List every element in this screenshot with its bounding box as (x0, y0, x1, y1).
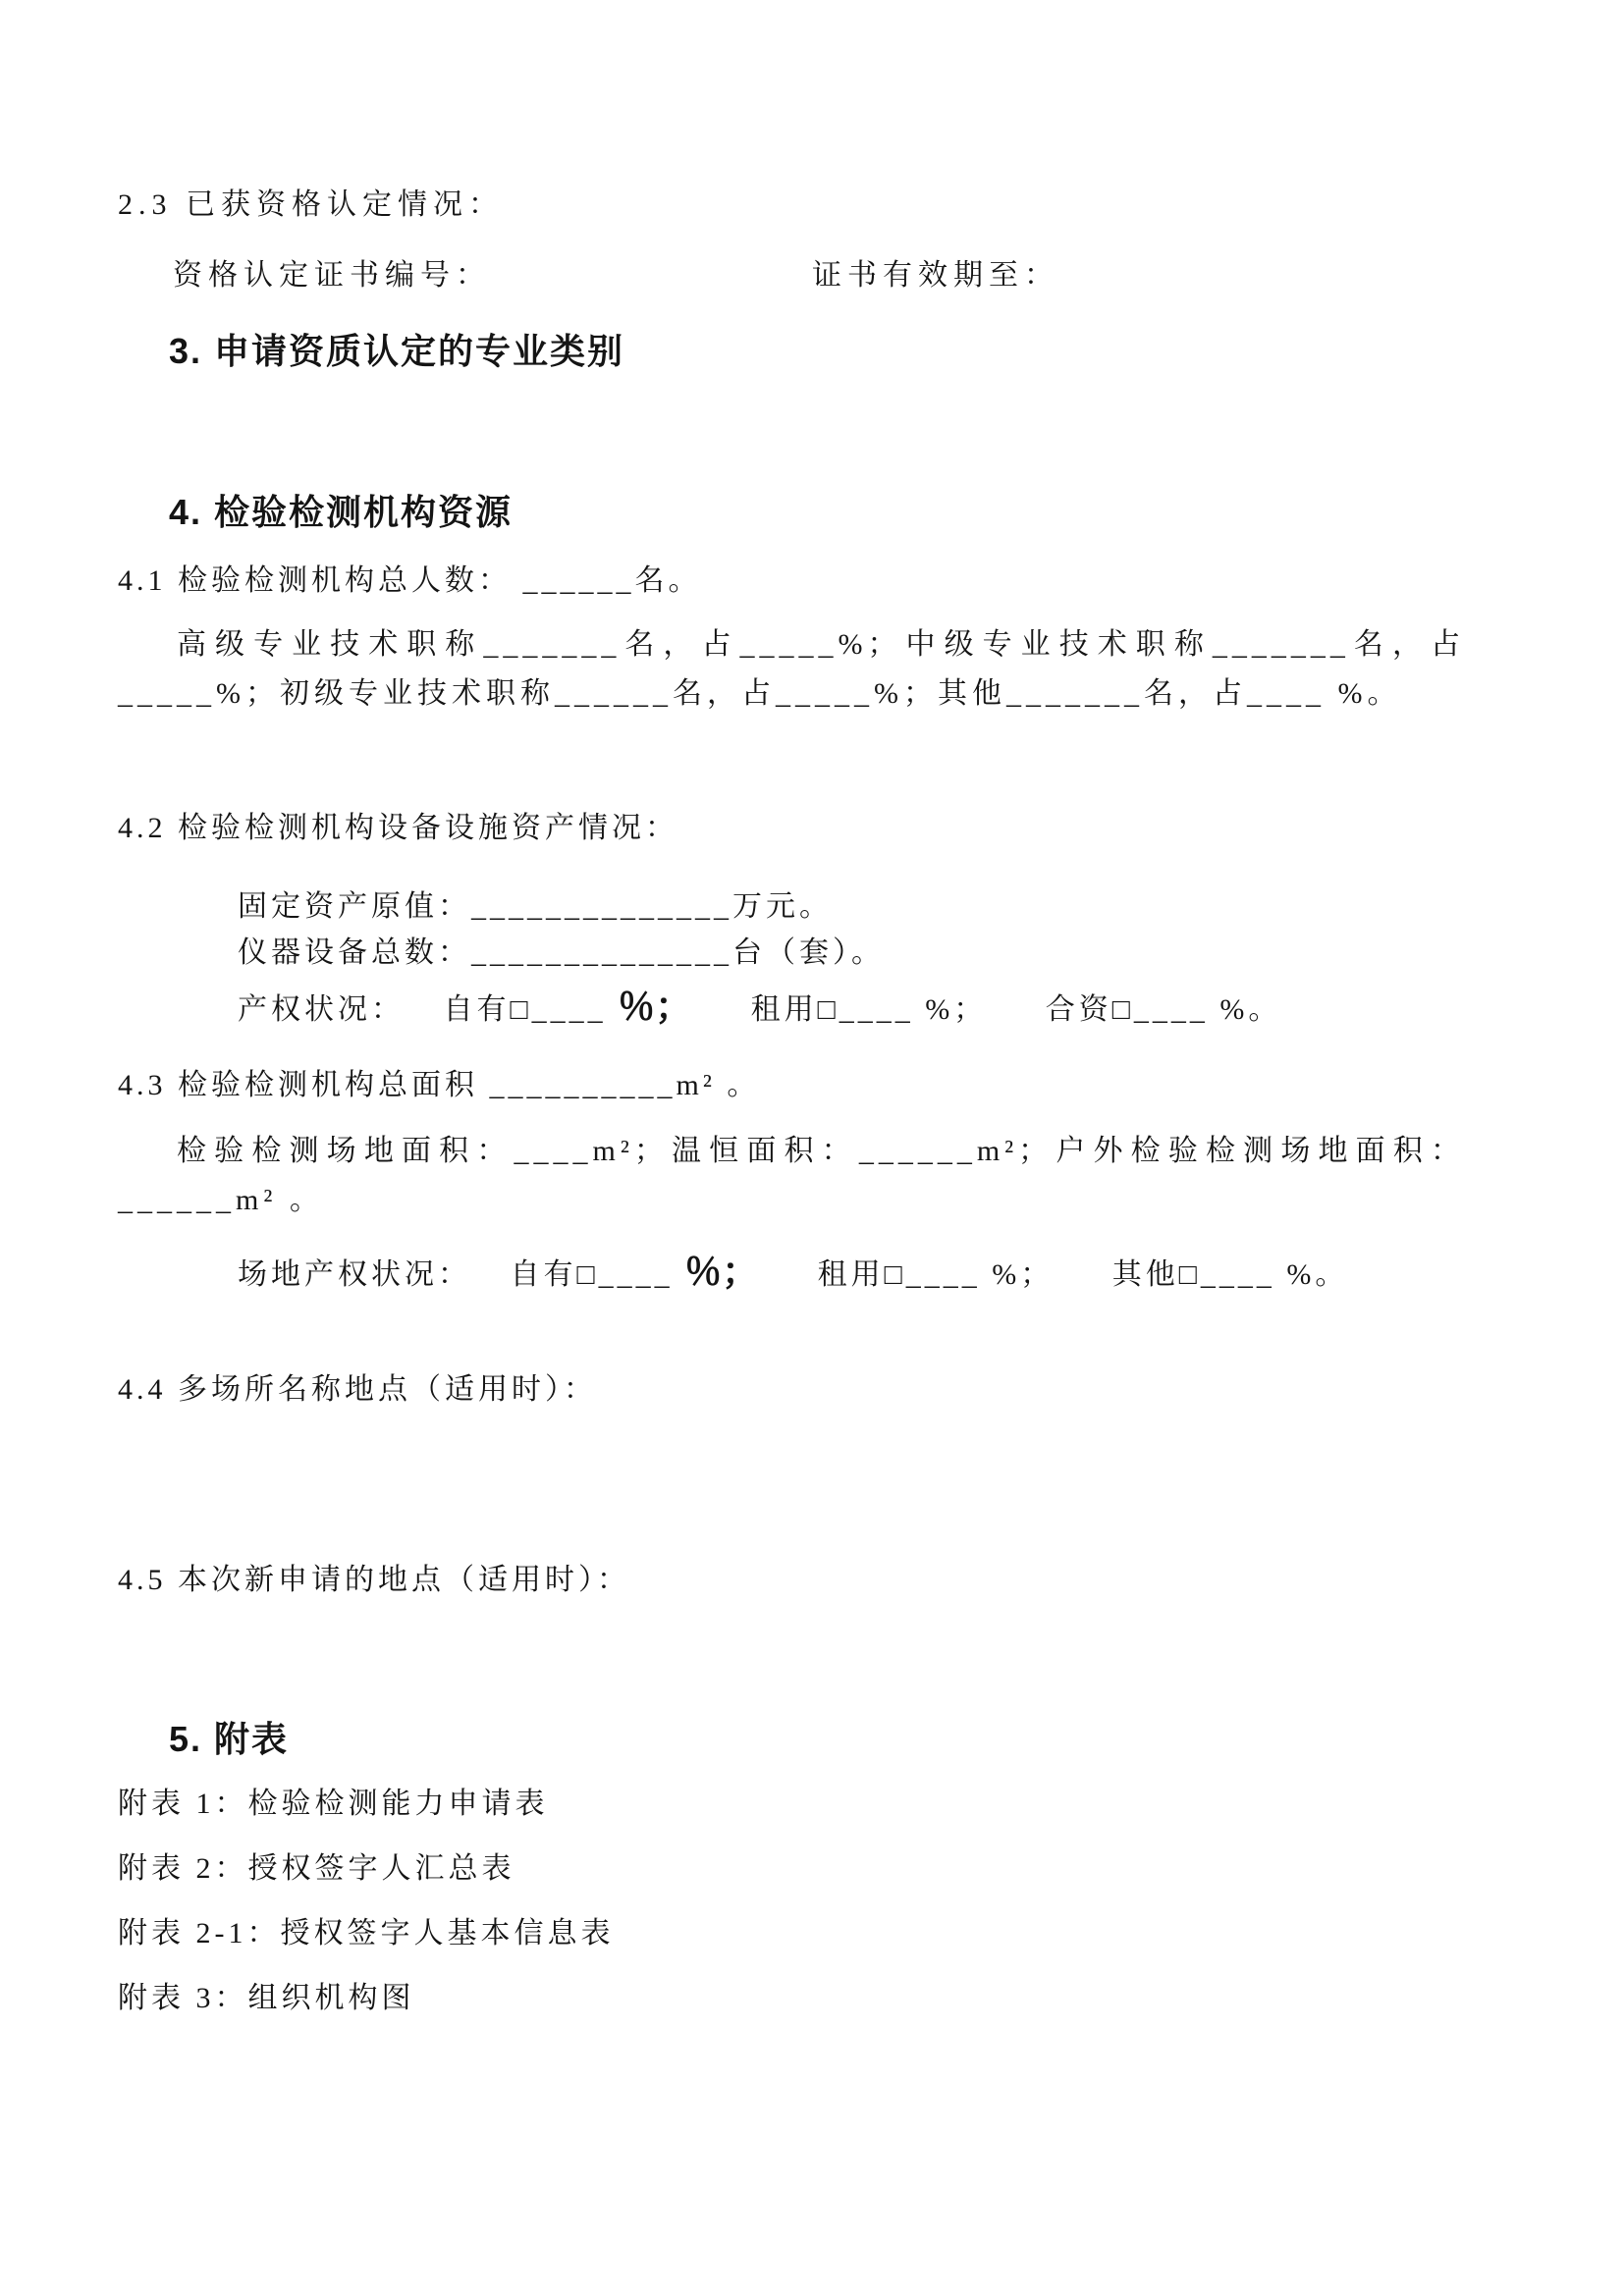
section-4-1-line: 4.1 检验检测机构总人数： ______名。 (118, 564, 702, 597)
site-ownership-self-owned: 自有□____ (510, 1258, 674, 1291)
ownership-self-owned: 自有□____ (443, 993, 607, 1026)
section-4-2-title: 4.2 检验检测机构设备设施资产情况： (118, 812, 678, 844)
annex-1-line: 附表 1：检验检测能力申请表 (118, 1788, 549, 1820)
section-2-3-title: 2.3 已获资格认定情况： (118, 188, 504, 221)
annex-2-1-line: 附表 2-1：授权签字人基本信息表 (118, 1917, 615, 1949)
cert-number-label: 资格认定证书编号： (173, 259, 491, 292)
ownership-joint: 合资□____ %。 (1045, 993, 1282, 1026)
site-area-paragraph: 检验检测场地面积：____m²；温恒面积：______m²；户外检验检测场地面积：______m² 。 (118, 1135, 1465, 1216)
site-ownership-label: 场地产权状况： (238, 1258, 471, 1291)
site-ownership-line (238, 1241, 1348, 1295)
section-3-heading: 3. 申请资质认定的专业类别 (169, 331, 625, 371)
section-5-heading: 5. 附表 (169, 1719, 290, 1759)
staff-titles-paragraph: 高级专业技术职称_______名，占_____%；中级专业技术职称_______名，占_____%；初级专业技术职称______名，占_____%；其他_______名，占____ %。 (118, 628, 1465, 710)
ownership-self-percent: ％； (618, 987, 693, 1028)
site-ownership-rented: 租用□____ %； (817, 1258, 1055, 1291)
cert-valid-until-label: 证书有效期至： (812, 259, 1059, 292)
fixed-assets-line: 固定资产原值：______________万元。 (238, 890, 833, 923)
equipment-total-line: 仪器设备总数：______________台（套）。 (238, 936, 885, 969)
site-ownership-self-percent: ％； (684, 1252, 760, 1293)
section-4-3-line: 4.3 检验检测机构总面积 __________m² 。 (118, 1069, 761, 1101)
ownership-label: 产权状况： (238, 993, 405, 1026)
ownership-rented: 租用□____ %； (750, 993, 988, 1026)
property-ownership-line (238, 976, 1281, 1030)
annex-3-line: 附表 3：组织机构图 (118, 1982, 415, 2014)
site-ownership-other: 其他□____ %。 (1111, 1258, 1349, 1291)
section-4-4-line: 4.4 多场所名称地点（适用时）： (118, 1373, 597, 1406)
section-4-heading: 4. 检验检测机构资源 (169, 492, 514, 532)
annex-2-line: 附表 2：授权签字人汇总表 (118, 1852, 515, 1885)
section-4-5-line: 4.5 本次新申请的地点（适用时）： (118, 1564, 630, 1596)
